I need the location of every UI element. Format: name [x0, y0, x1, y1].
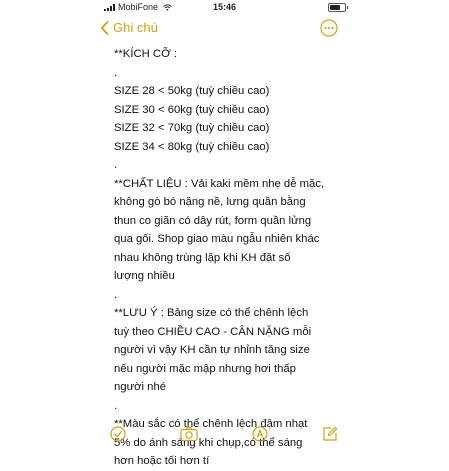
note-line: SIZE 28 < 50kg (tuỳ chiều cao) [114, 85, 270, 97]
status-bar [0, 0, 449, 16]
note-line: **KÍCH CỠ : [114, 48, 178, 60]
note-line: SIZE 32 < 70kg (tuỳ chiều cao) [114, 122, 270, 134]
note-line: nếu người mặc mập nhưng hơi thấp [114, 362, 296, 375]
carrier-name: MobiFone [118, 2, 159, 12]
compose-button[interactable] [322, 426, 338, 442]
pen-tip-icon [252, 426, 268, 442]
note-line: SIZE 30 < 60kg (tuỳ chiều cao) [114, 103, 270, 116]
checklist-button[interactable] [110, 426, 126, 442]
note-line: . [114, 159, 118, 171]
nav-bar [0, 16, 449, 42]
note-line: **LƯU Ý : Bảng size có thể chênh lệch [114, 307, 309, 319]
battery-icon [328, 3, 346, 12]
markup-button[interactable] [252, 426, 268, 442]
note-line: qua gối. Shop giao màu ngẫu nhiên khác [114, 233, 320, 245]
note-line: **CHẤT LIỆU : Vải kaki mềm nhẹ dễ mặc, [114, 177, 325, 190]
more-icon [320, 19, 338, 37]
compose-icon [322, 426, 338, 442]
note-line: lượng nhiều [114, 270, 175, 282]
note-line: SIZE 34 < 80kg (tuỳ chiều cao) [114, 140, 270, 153]
note-line: không gò bó nặng nề, lưng quần bằng [114, 196, 306, 208]
note-line: tuỳ theo CHIỀU CAO - CÂN NẶNG mỗi [114, 325, 312, 338]
note-line: . [114, 399, 118, 412]
note-line: hơn hoặc tối hơn tí [114, 455, 210, 467]
camera-button[interactable] [180, 426, 198, 442]
note-body[interactable] [114, 45, 344, 467]
back-label: Ghi chú [113, 20, 158, 35]
note-line: . [114, 66, 118, 79]
note-line: . [114, 288, 118, 301]
note-line: **Màu sắc có thể chênh lệch đậm nhạt [114, 418, 308, 430]
checklist-icon [110, 426, 126, 442]
chevron-left-icon [100, 21, 109, 35]
back-button[interactable] [100, 20, 158, 35]
note-line: thun co giãn có dây rút, form quần lửng [114, 214, 312, 227]
status-time: 15:46 [212, 2, 237, 12]
camera-icon [180, 426, 198, 442]
note-line: người nhé [114, 381, 167, 393]
note-line: 5% do ánh sáng khi chụp,có thể sáng [114, 436, 303, 449]
bottom-toolbar [0, 416, 449, 449]
note-line: người vì vậy KH cần tự nhỉnh tăng size [114, 344, 310, 356]
note-line: nhau không trùng lặp khi KH đặt số [114, 251, 291, 264]
more-button[interactable] [320, 19, 338, 37]
